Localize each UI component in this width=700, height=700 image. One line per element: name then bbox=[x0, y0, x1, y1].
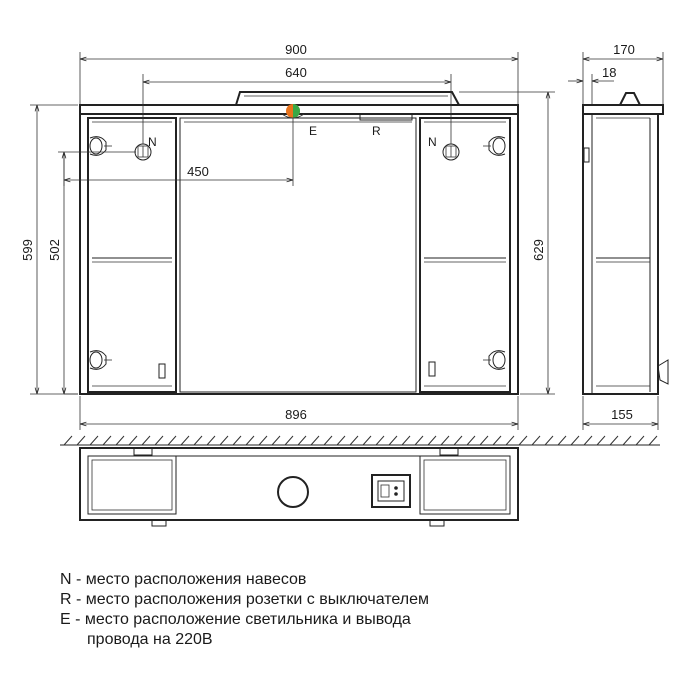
side-view bbox=[568, 42, 668, 430]
marker-hanger-right: N bbox=[428, 135, 437, 149]
top-view-body bbox=[80, 448, 518, 520]
dim-height-cabinet: 502 bbox=[47, 239, 62, 261]
legend-e: E - место расположение светильника и вывода bbox=[60, 611, 411, 628]
door-handle bbox=[429, 362, 435, 376]
dim-overall-width: 900 bbox=[285, 42, 307, 57]
door-handle bbox=[159, 364, 165, 378]
legend-n: N - место расположения навесов bbox=[60, 571, 307, 588]
top-view bbox=[80, 448, 518, 526]
top-lamp bbox=[236, 92, 459, 105]
wall-line bbox=[60, 436, 660, 445]
cabinet-body bbox=[80, 114, 518, 394]
hinge-icon bbox=[483, 137, 505, 156]
dim-depth-top: 170 bbox=[613, 42, 635, 57]
left-door bbox=[88, 118, 176, 392]
side-body bbox=[583, 114, 658, 394]
top-view-right-compartment bbox=[420, 456, 510, 514]
legend bbox=[60, 570, 429, 650]
mirror bbox=[180, 118, 416, 392]
dim-depth-offset: 18 bbox=[602, 65, 617, 80]
hanger-mount-right bbox=[443, 144, 459, 160]
dim-height-right: 629 bbox=[531, 239, 546, 261]
front-view bbox=[20, 42, 555, 430]
hinge-icon bbox=[90, 137, 112, 156]
top-view-left-compartment bbox=[88, 456, 176, 514]
side-handle bbox=[658, 360, 668, 384]
legend-e-cont: провода на 220В bbox=[87, 631, 213, 648]
light-opening-icon bbox=[278, 477, 308, 507]
legend-r: R - место расположения розетки с выключателем bbox=[60, 591, 429, 608]
marker-hanger-left: N bbox=[148, 135, 157, 149]
dim-light-offset: 450 bbox=[187, 164, 209, 179]
dim-height-overall: 599 bbox=[20, 239, 35, 261]
side-canopy bbox=[583, 105, 663, 114]
hinge-icon bbox=[483, 351, 505, 370]
dim-depth-bottom: 155 bbox=[611, 407, 633, 422]
marker-socket: R bbox=[372, 124, 381, 138]
wall-hatching bbox=[64, 436, 657, 445]
hinge-icon bbox=[90, 351, 112, 370]
dim-body-width: 896 bbox=[285, 407, 307, 422]
marker-light: E bbox=[309, 124, 318, 138]
dim-mirror-width: 640 bbox=[285, 65, 307, 80]
side-hanger bbox=[584, 148, 589, 162]
side-lamp bbox=[620, 93, 640, 105]
